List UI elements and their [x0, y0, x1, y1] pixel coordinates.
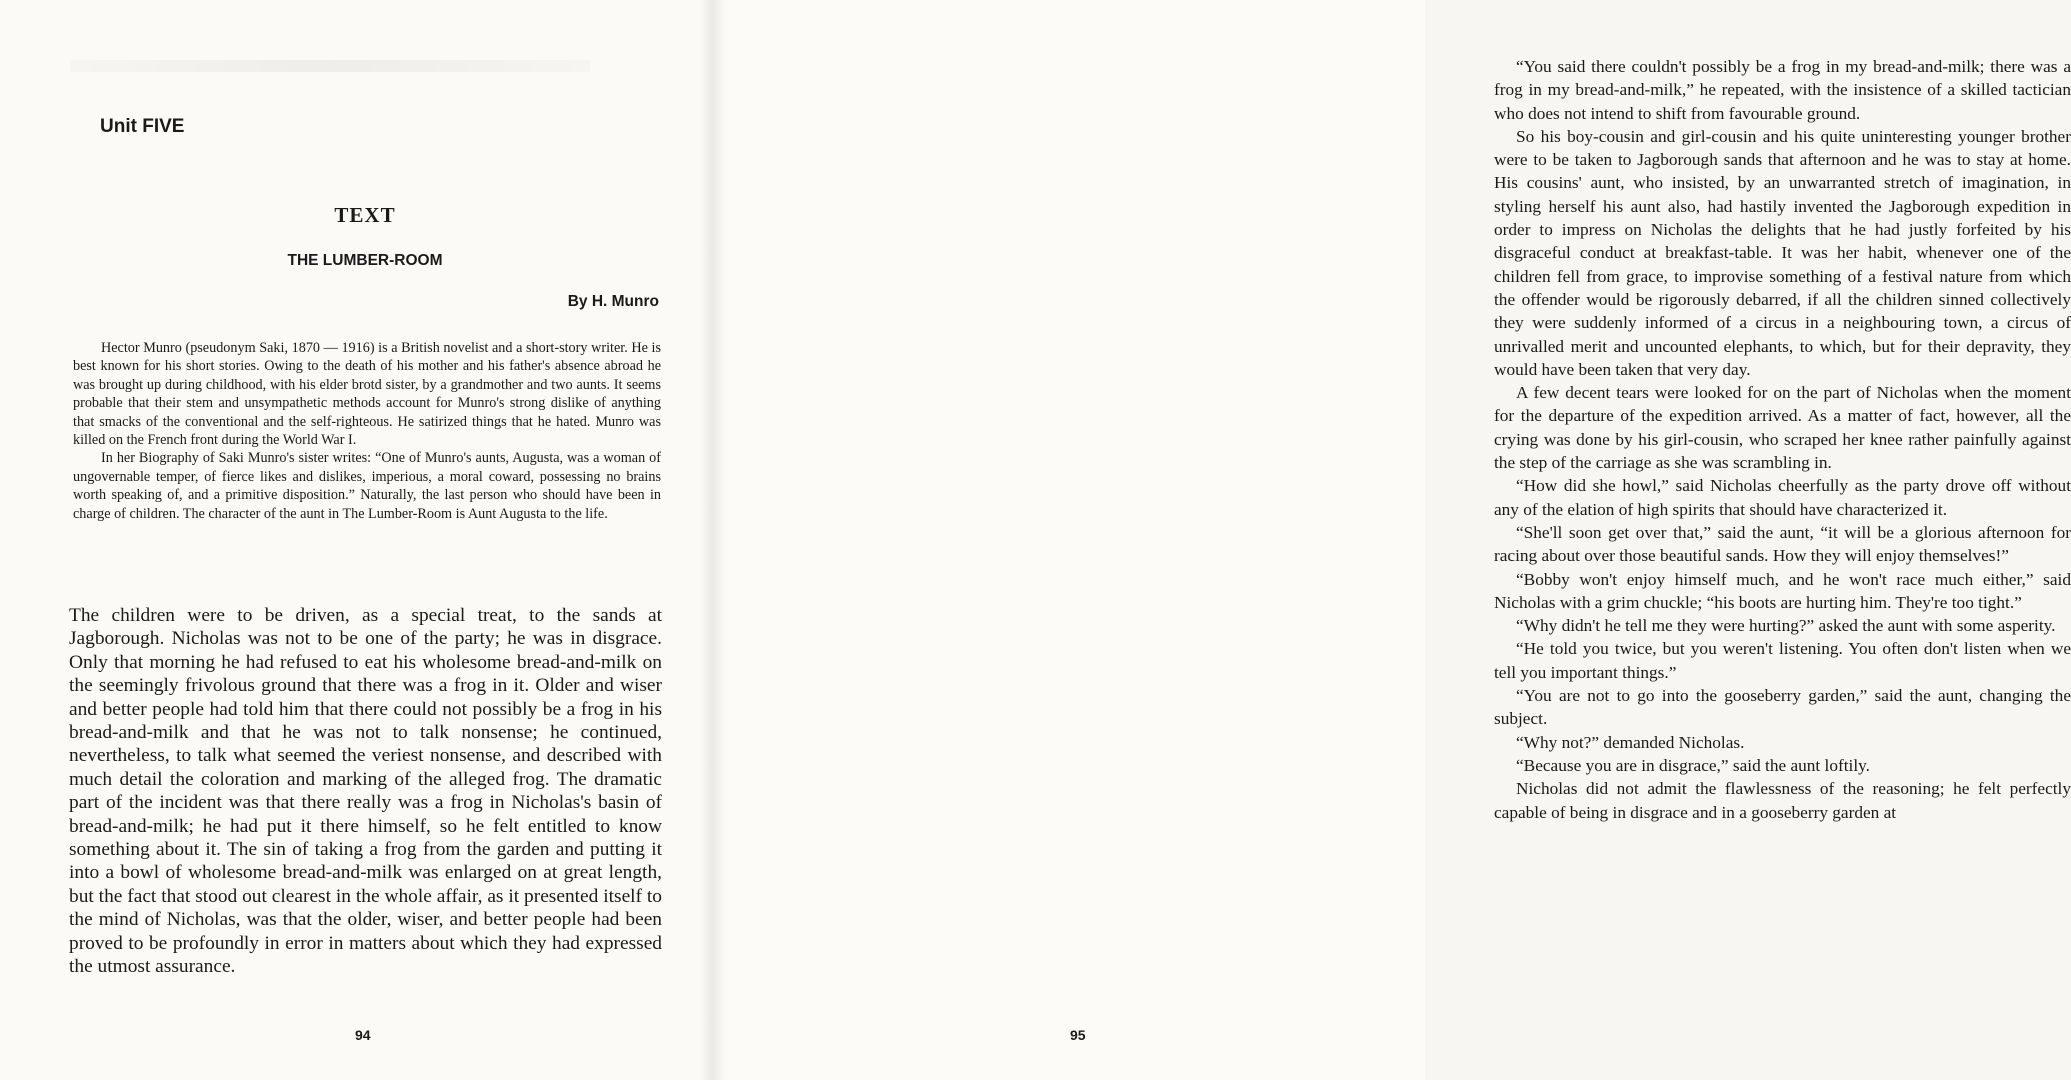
page-number-left: 94 [355, 1027, 371, 1043]
body-paragraph: “You said there couldn't possibly be a frog in my bread-and-milk; there was a frog in my bread-and-milk,” he repeated, with the insistence of a skilled tactician who does not intend to shift from favourable ground. [1494, 57, 2071, 123]
left-page [0, 0, 712, 1080]
body-paragraph: Nicholas did not admit the flawlessness of the reasoning; he felt perfectly capable of being in disgrace and in a gooseberry garden at [1494, 779, 2071, 822]
book-gutter [700, 0, 726, 1080]
body-paragraph: The children were to be driven, as a special treat, to the sands at Jagborough. Nicholas was not to be one of the party; he was in disgrace. Only that morning he had refused to eat his wholesome bread-and-milk on the seemingly frivolous ground that there was a frog in it. Older and wiser and better people had told him that there could not possibly be a frog in his bread-and-milk and that he was not to talk nonsense; he continued, nevertheless, to talk what seemed the veriest nonsense, and described with much detail the coloration and marking of the alleged frog. The dramatic part of the incident was that there really was a frog in Nicholas's basin of bread-and-milk; he had put it there himself, so he felt entitled to know something about it. The sin of taking a frog from the garden and putting it into a bowl of wholesome bread-and-milk was enlarged on at great length, but the fact that stood out clearest in the whole affair, as it presented itself to the mind of Nicholas, was that the older, wiser, and better people had been proved to be profoundly in error in matters about which they had expressed the utmost assurance. [69, 605, 662, 978]
story-body-right [1494, 55, 2071, 824]
body-paragraph: “Why not?” demanded Nicholas. [1516, 732, 1745, 752]
story-title: THE LUMBER-ROOM [287, 252, 443, 269]
author-intro [73, 339, 661, 523]
section-heading: TEXT [334, 203, 396, 227]
body-paragraph: “You are not to go into the gooseberry garden,” said the aunt, changing the subject. [1494, 686, 2071, 729]
scan-bleed-through [70, 60, 590, 72]
body-paragraph: “How did she howl,” said Nicholas cheerfully as the party drove off without any of the elation of high spirits that should have characterized it. [1494, 476, 2071, 519]
page-number-right: 95 [1070, 1027, 1086, 1043]
intro-paragraph: Hector Munro (pseudonym Saki, 1870 — 1916) is a British novelist and a short-story writer. He is best known for his short stories. Owing to the death of his mother and his father's absence abroad he was brought up during childhood, with his elder brotd sister, by a grandmother and two aunts. It seems probable that their stem and unsympathetic methods account for Munro's strong dislike of anything that smacks of the conventional and the self-righteous. He satirized things that he hated. Munro was killed on the French front during the World War I. [73, 340, 661, 449]
story-body-left [69, 604, 662, 979]
body-paragraph: So his boy-cousin and girl-cousin and his quite uninteresting younger brother were to be taken to Jagborough sands that afternoon and he was to stay at home. His cousins' aunt, who insisted, by an unwarranted stretch of imagination, in styling herself his aunt also, had hastily invented the Jagborough expedition in order to impress on Nicholas the delights that he had justly forfeited by his disgraceful conduct at breakfast-table. It was her habit, whenever one of the children fell from grace, to improvise something of a festival nature from which the offender would be rigorously debarred, if all the children sinned collectively they were suddenly informed of a circus in a neighbouring town, a circus of unrivalled merit and uncounted elephants, to which, but for their depravity, they would have been taken that very day. [1494, 126, 2071, 379]
body-paragraph: “He told you twice, but you weren't listening. You often don't listen when we tell you important things.” [1494, 639, 2071, 682]
right-page [712, 0, 2071, 1080]
body-paragraph: “Bobby won't enjoy himself much, and he won't race much either,” said Nicholas with a grim chuckle; “his boots are hurting him. They're too tight.” [1494, 569, 2071, 612]
body-paragraph: “Because you are in disgrace,” said the aunt loftily. [1516, 755, 1870, 775]
body-paragraph: “She'll soon get over that,” said the aunt, “it will be a glorious afternoon for racing about over those beautiful sands. How they will enjoy themselves!” [1494, 522, 2071, 566]
body-paragraph: A few decent tears were looked for on the part of Nicholas when the moment for the departure of the expedition arrived. As a matter of fact, however, all the crying was done by his girl-cousin, who scraped her knee rather painfully against the step of the carriage as she was scrambling in. [1494, 383, 2071, 473]
intro-paragraph: In her Biography of Saki Munro's sister writes: “One of Munro's aunts, Augusta, was a woman of ungovernable temper, of fierce likes and dislikes, imperious, a moral coward, possessing no brains worth speaking of, and a primitive disposition.” Naturally, the last person who should have been in charge of children. The character of the aunt in The Lumber-Room is Aunt Augusta to the life. [73, 450, 661, 522]
unit-title: Unit FIVE [100, 116, 185, 137]
body-paragraph: “Why didn't he tell me they were hurting?” asked the aunt with some asperity. [1516, 616, 2056, 636]
story-author: By H. Munro [567, 293, 659, 310]
